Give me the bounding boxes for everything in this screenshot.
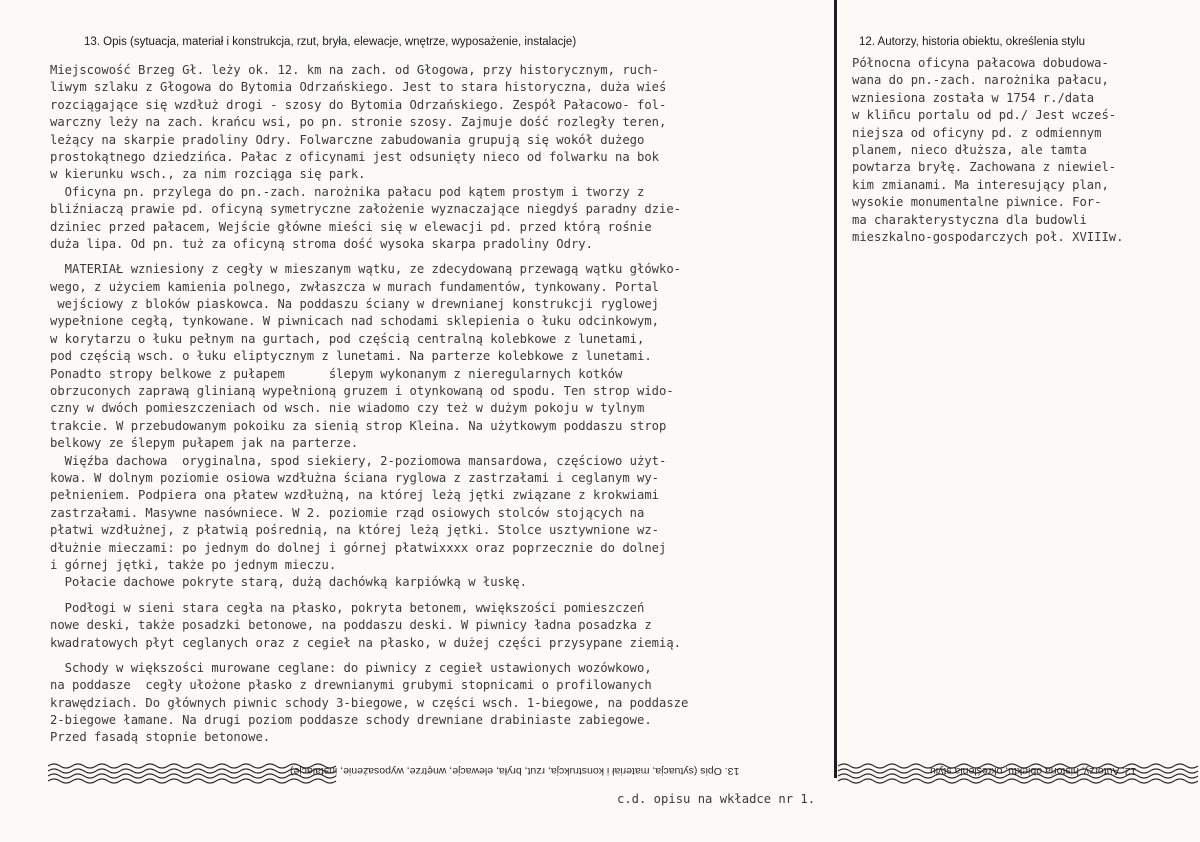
section13-line: pod częścią wsch. o łuku eliptycznym z lunetami. Na parterze kolebkowe z lunetami. (50, 349, 652, 364)
section13-line: Schody w większości murowane ceglane: do piwnicy z cegieł ustawionych wozówkowo, (50, 660, 652, 675)
section13-line: belkowy ze ślepym pułapem jak na parterze. (50, 436, 359, 451)
section13-line: i górnej jętki, także po jednym mieczu. (50, 557, 337, 572)
section13-line (50, 592, 688, 600)
section13-line (50, 253, 688, 261)
section13-line: wejściowy z bloków piaskowca. Na poddaszu ściany w drewnianej konstrukcji ryglowej (50, 297, 660, 312)
section-12-heading: 12. Autorzy, historia obiektu, określenia stylu (859, 36, 1086, 48)
section13-line: czny w dwóch pomieszczeniach od wsch. nie wiadomo czy też w dużym pokoju w tylnym (50, 401, 645, 416)
section13-line: dłużnie mieczami: po jednym do dolnej i górnej płatwixxxx oraz poprzecznie do dolnej (50, 540, 667, 555)
section13-line: pełnieniem. Podpiera ona płatew wzdłużną, na której leżą jętki związane z krokwiami (50, 488, 660, 503)
section13-line: Więźba dachowa oryginalna, spod siekiery, 2-poziomowa mansardowa, częściowo użyt- (50, 453, 667, 468)
continuation-note: c.d. opisu na wkładce nr 1. (617, 792, 816, 806)
section13-line: obrzuconych zaprawą glinianą wypełnioną gruzem i otynkowaną od spodu. Ten strop wido- (50, 384, 674, 399)
section13-line: zastrzałami. Masywne nasówniece. W 2. poziomie rząd osiowych stolców stojących na (50, 505, 645, 520)
section-13-heading: 13. Opis (sytuacja, materiał i konstrukcja, rzut, bryła, elewacje, wnętrze, wyposażenie, instalacje) (84, 36, 577, 48)
section13-line: kowa. W dolnym poziomie osiowa wzdłużna ściana ryglowa z zastrzałami i ceglanym wy- (50, 470, 660, 485)
section13-line: Podłogi w sieni stara cegła na płasko, pokryta betonem, wwiększości pomieszczeń (50, 600, 645, 615)
section13-line: Połacie dachowe pokryte starą, dużą dachówką karpiówką w łuskę. (50, 575, 527, 590)
section-12-body (852, 55, 1124, 246)
section13-line: Ponadto stropy belkowe z pułapem ślepym wykonanym z nieregularnych kotków (50, 366, 623, 381)
mirrored-section-13-heading: 13. Opis (sytuacja, materiał i konstrukcja, rzut, bryła, elewacje, wnętrze, wyposażenie, instalacje) (290, 765, 740, 777)
section13-line: MATERIAŁ wzniesiony z cegły w mieszanym wątku, ze zdecydowaną przewagą wątku główko- (50, 262, 682, 277)
section12-line: niejsza od oficyny pd. z odmiennym (852, 125, 1102, 140)
section13-line: leżący na skarpie pradoliny Odry. Folwarczne zabudowania grupują się wokół dużego (50, 132, 645, 147)
section13-line: prostokątnego dziedzińca. Pałac z oficynami jest odsunięty nieco od folwarku na bok (50, 149, 660, 164)
section13-line: wego, z użyciem kamienia polnego, zwłaszcza w murach fundamentów, tynkowany. Portal (50, 279, 660, 294)
section13-line: trakcie. W przebudowanym pokoiku za sienią strop Kleina. Na użytkowym poddaszu strop (50, 418, 667, 433)
section12-line: planem, nieco dłuższa, ale tamta (852, 142, 1087, 157)
section13-line: Przed fasadą stopnie betonowe. (50, 730, 271, 745)
section12-line: kim zmianami. Ma interesujący plan, (852, 177, 1109, 192)
section13-line: Oficyna pn. przylega do pn.-zach. narożnika pałacu pod kątem prostym i tworzy z (50, 184, 645, 199)
section13-line: na poddasze cegły ułożone płasko z drewnianymi grubymi stopnicami o profilowanych (50, 678, 652, 693)
section13-line: duża lipa. Od pn. tuż za oficyną stroma dość wysoka skarpa pradoliny Odry. (50, 236, 593, 251)
section12-line: Północna oficyna pałacowa dobudowa- (852, 56, 1109, 70)
section13-line: liwym szlaku z Głogowa do Bytomia Odrzańskiego. Jest to stara historyczna, duża wieś (50, 80, 667, 95)
section12-line: mieszkalno-gospodarczych poł. XVIIIw. (852, 229, 1124, 244)
section13-line: wypełnione cegłą, tynkowane. W piwnicach nad schodami sklepienia o łuku odcinkowym, (50, 314, 660, 329)
section12-line: wzniesiona została w 1754 r./data (852, 90, 1095, 105)
mirrored-section-12-heading: 12. Autorzy, historia obiektu, określenia stylu (930, 765, 1137, 777)
section12-line: wysokie monumentalne piwnice. For- (852, 195, 1102, 210)
section13-line (50, 652, 688, 660)
section13-line: nowe deski, także posadzki betonowe, na poddaszu deski. W piwnicy ładna posadzka z (50, 618, 652, 633)
section13-line: kwadratowych płyt ceglanych oraz z cegieł na płasko, w dużej części przysypane ziemią. (50, 635, 682, 650)
section13-line: warczny leży na zach. krańcu wsi, po pn. stronie szosy. Zajmuje dość rozległy teren, (50, 115, 667, 130)
section13-line: Miejscowość Brzeg Gł. leży ok. 12. km na zach. od Głogowa, przy historycznym, ruch- (50, 63, 660, 77)
section12-line: w kliñcu portalu od pd./ Jest wcześ- (852, 108, 1117, 123)
column-divider (834, 0, 837, 778)
section13-line: bliźniaczą prawie pd. oficyną symetryczne założenie wyznaczające niegdyś paradny dzie- (50, 202, 682, 217)
section13-line: 2-biegowe łamane. Na drugi poziom poddasze schody drewniane drabiniaste zabiegowe. (50, 713, 652, 728)
section12-line: powtarza bryłę. Zachowana z niewiel- (852, 160, 1117, 175)
section13-line: rozciągające się wzdłuż drogi - szosy do Bytomia Odrzańskiego. Zespół Pałacowo- fol- (50, 97, 667, 112)
section13-line: krawędziach. Do głównych piwnic schody 3-biegowe, w części wsch. 1-biegowe, na poddasze (50, 695, 689, 710)
section13-line: dziniec przed pałacem, Wejście główne mieści się w elewacji pd. przed którą rośnie (50, 219, 652, 234)
section12-line: wana do pn.-zach. narożnika pałacu, (852, 73, 1109, 88)
section13-line: w kierunku wsch., za nim rozciąga się park. (50, 167, 366, 182)
section13-line: płatwi wzdłużnej, z płatwią pośrednią, na której leżą jętki. Stolce usztywnione wz- (50, 523, 660, 538)
section13-line: w korytarzu o łuku pełnym na gurtach, pod częścią centralną kolebkowe z lunetami, (50, 331, 645, 346)
section12-line: ma charakterystyczna dla budowli (852, 212, 1087, 227)
section-13-body (50, 62, 688, 747)
